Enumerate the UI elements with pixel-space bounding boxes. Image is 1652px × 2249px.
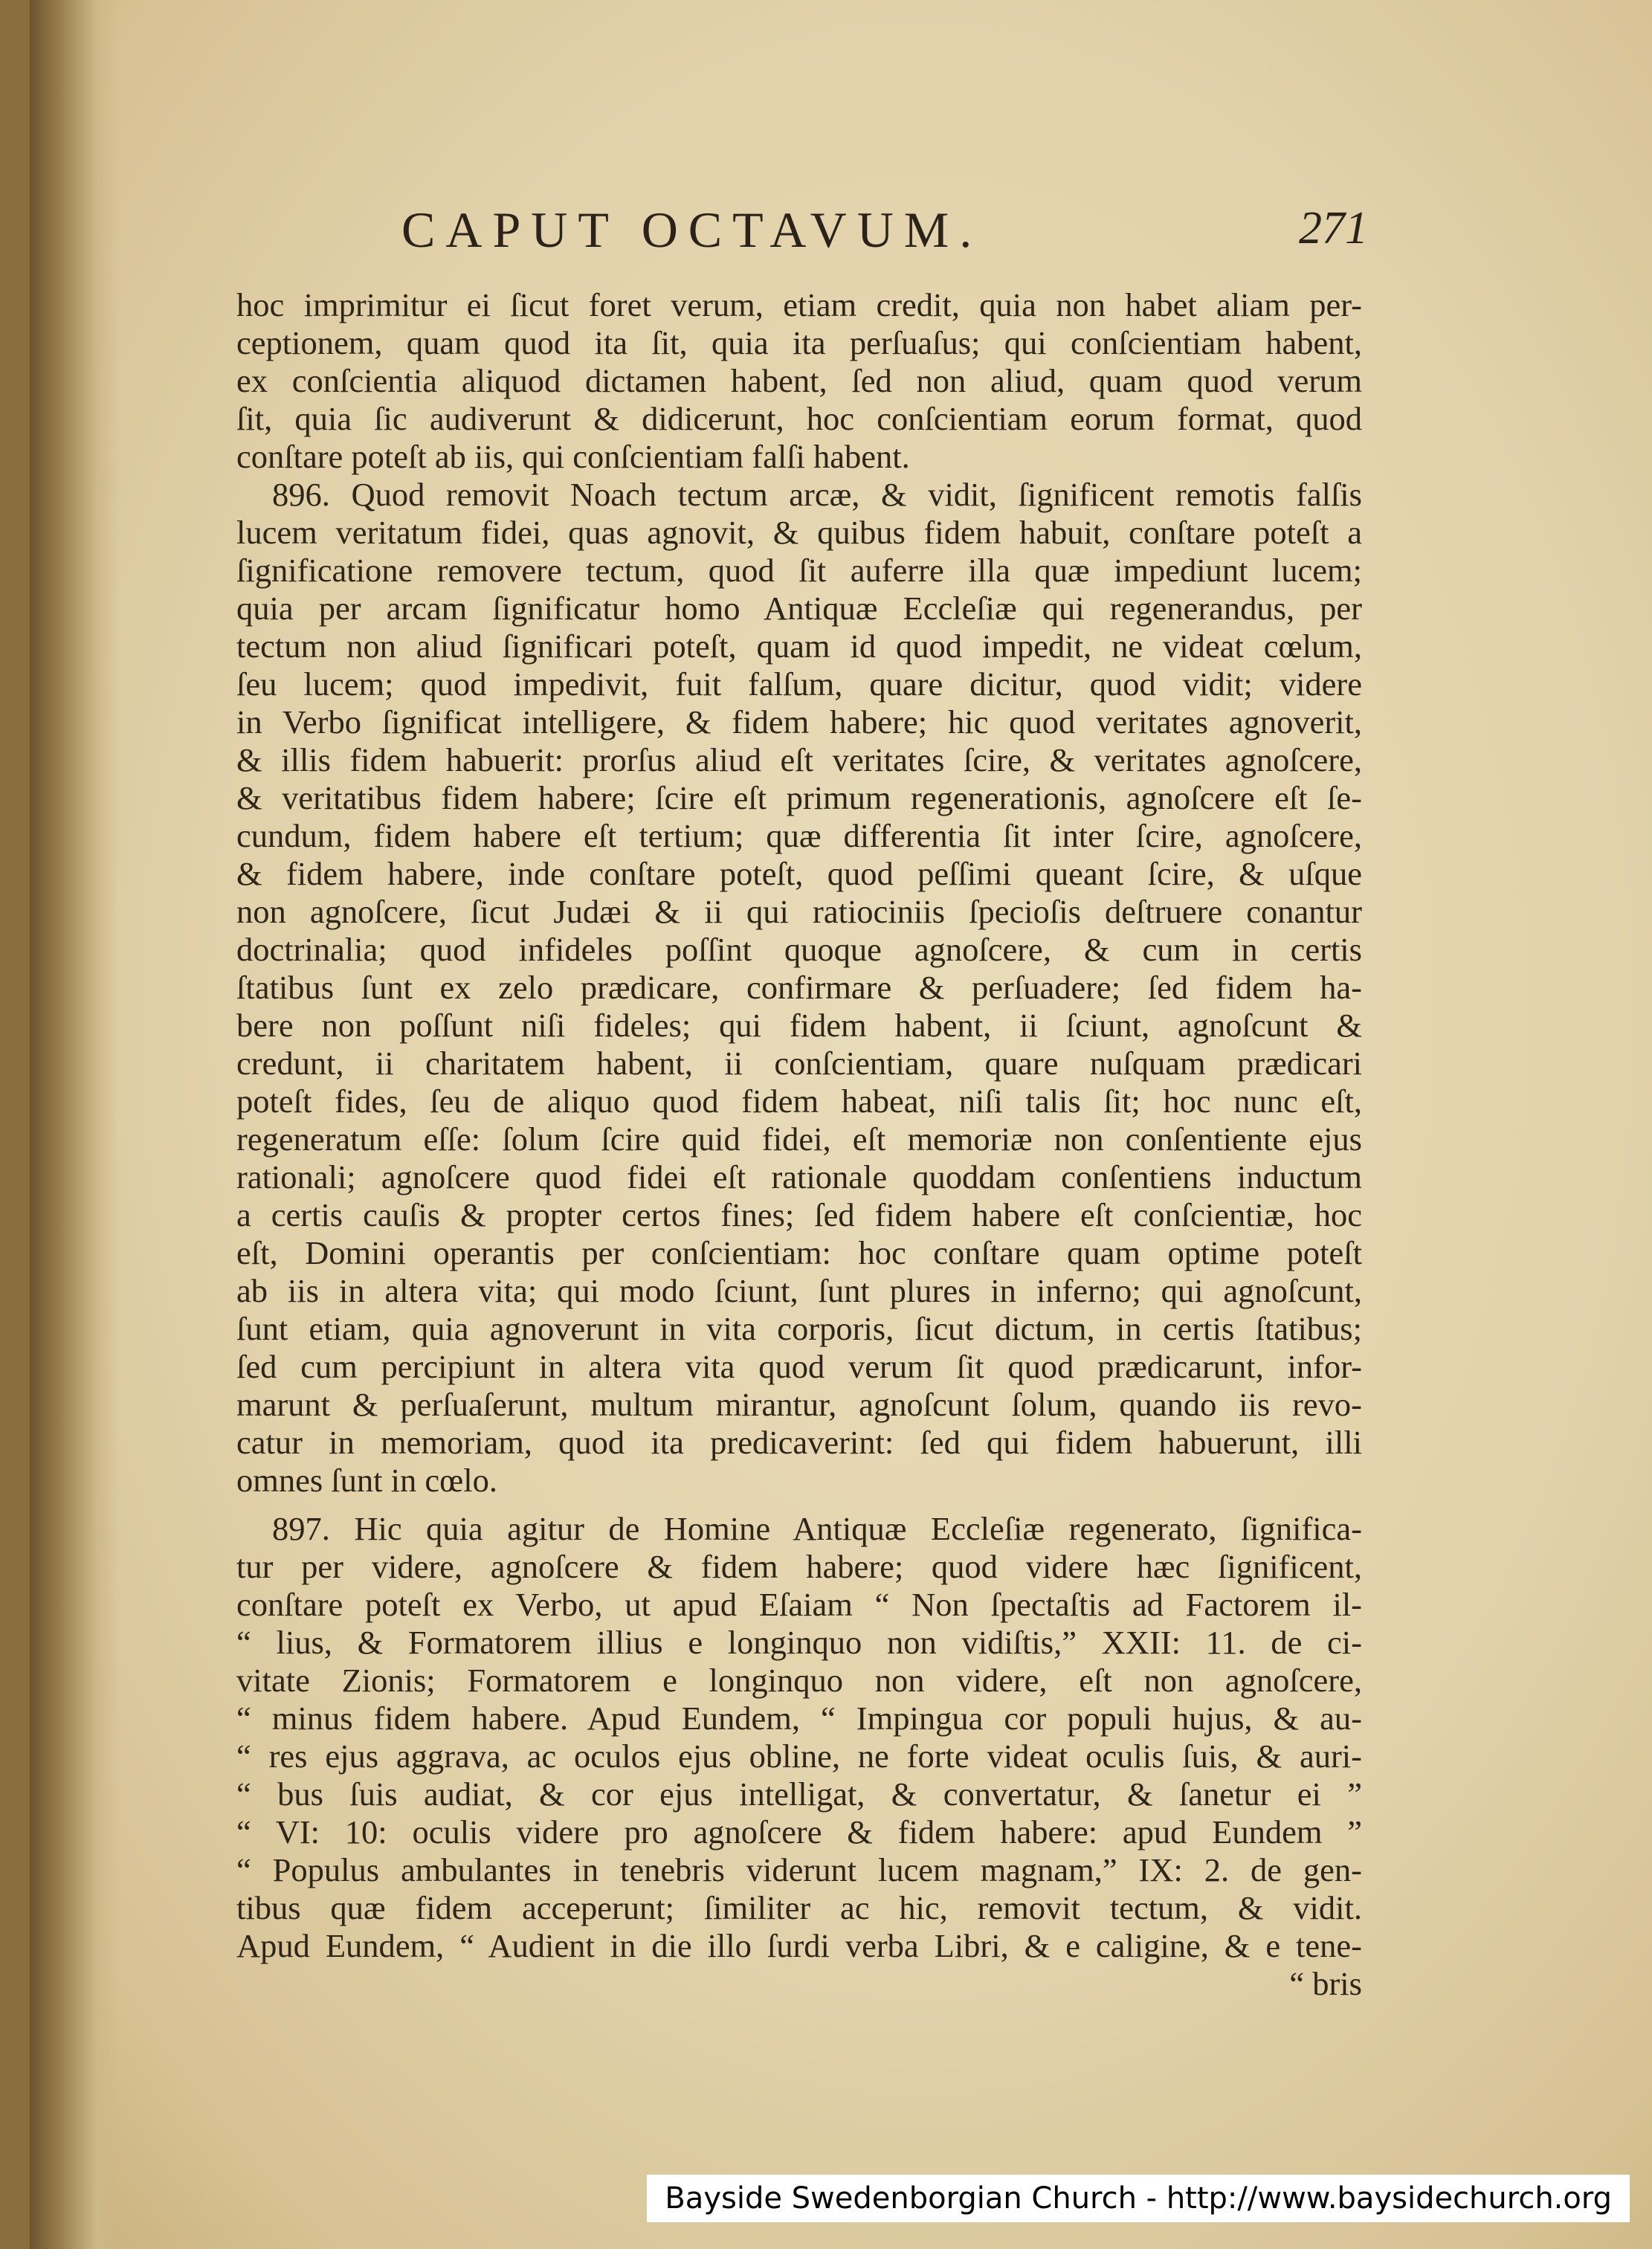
- text-line: “ bus ſuis audiat, & cor ejus intelligat, & convertatur, & ſanetur ei ”: [236, 1775, 1362, 1813]
- text-line: ex conſcientia aliquod dictamen habent, ſed non aliud, quam quod verum: [236, 362, 1362, 399]
- text-line: ſunt etiam, quia agnoverunt in vita corporis, ſicut dictum, in certis ſtatibus;: [236, 1310, 1362, 1347]
- text-line: omnes ſunt in cœlo.: [236, 1462, 498, 1499]
- page-gutter-shadow: [30, 0, 119, 2249]
- text-line: vitate Zionis; Formatorem e longinquo non videre, eſt non agnoſcere,: [236, 1662, 1362, 1699]
- running-title: CAPUT OCTAVUM.: [401, 201, 983, 258]
- text-line: 896. Quod removit Noach tectum arcæ, & vidit, ſignificent remotis falſis: [272, 476, 1362, 513]
- text-line: “ bris: [1289, 1965, 1362, 2002]
- text-line: rationali; agnoſcere quod fidei eſt rationale quoddam conſentiens inductum: [236, 1158, 1362, 1196]
- text-line: & illis fidem habuerit: prorſus aliud eſt veritates ſcire, & veritates agnoſcere,: [236, 741, 1362, 778]
- text-line: in Verbo ſignificat intelligere, & fidem habere; hic quod veritates agnoverit,: [236, 703, 1362, 740]
- paragraph-gap: [236, 1500, 1362, 1510]
- text-line: ſeu lucem; quod impedivit, fuit falſum, quare dicitur, quod vidit; videre: [236, 665, 1362, 703]
- text-line: “ minus fidem habere. Apud Eundem, “ Impingua cor populi hujus, & au-: [236, 1700, 1362, 1737]
- page-header: [401, 201, 1368, 260]
- text-line: “ res ejus aggrava, ac oculos ejus obline, ne forte videat oculis ſuis, & auri-: [236, 1737, 1362, 1775]
- text-line: tur per videre, agnoſcere & fidem habere; quod videre hæc ſignificent,: [236, 1548, 1362, 1585]
- text-line: bere non poſſunt niſi fideles; qui fidem habent, ii ſciunt, agnoſcunt &: [236, 1007, 1362, 1044]
- text-line: non agnoſcere, ſicut Judæi & ii qui ratiociniis ſpecioſis deſtruere conantur: [236, 893, 1362, 930]
- text-line: hoc imprimitur ei ſicut foret verum, etiam credit, quia non habet aliam per-: [236, 286, 1362, 323]
- text-line: credunt, ii charitatem habent, ii conſcientiam, quare nuſquam prædicari: [236, 1045, 1362, 1082]
- text-line: conſtare poteſt ab iis, qui conſcientiam falſi habent.: [236, 438, 910, 475]
- text-line: quia per arcam ſignificatur homo Antiquæ Eccleſiæ qui regenerandus, per: [236, 590, 1362, 627]
- text-line: ſignificatione removere tectum, quod ſit auferre illa quæ impediunt lucem;: [236, 552, 1362, 589]
- text-line: cundum, fidem habere eſt tertium; quæ differentia ſit inter ſcire, agnoſcere,: [236, 817, 1362, 854]
- text-line: 897. Hic quia agitur de Homine Antiquæ Eccleſiæ regenerato, ſignifica-: [272, 1510, 1362, 1547]
- text-line: tibus quæ fidem acceperunt; ſimiliter ac hic, removit tectum, & vidit.: [236, 1889, 1362, 1926]
- text-line: “ lius, & Formatorem illius e longinquo non vidiſtis,” XXII: 11. de ci-: [236, 1624, 1362, 1661]
- text-line: regeneratum eſſe: ſolum ſcire quid fidei, eſt memoriæ non conſentiente ejus: [236, 1120, 1362, 1158]
- watermark-banner: Bayside Swedenborgian Church - http://www.baysidechurch.org: [647, 2175, 1630, 2222]
- text-line: conſtare poteſt ex Verbo, ut apud Eſaiam “ Non ſpectaſtis ad Factorem il-: [236, 1586, 1362, 1623]
- text-line: & fidem habere, inde conſtare poteſt, quod peſſimi queant ſcire, & uſque: [236, 855, 1362, 892]
- text-line: poteſt fides, ſeu de aliquo quod fidem habeat, niſi talis ſit; hoc nunc eſt,: [236, 1082, 1362, 1120]
- body-text: [236, 286, 1362, 2003]
- text-line: ſtatibus ſunt ex zelo prædicare, confirmare & perſuadere; ſed fidem ha-: [236, 969, 1362, 1006]
- text-line: a certis cauſis & propter certos fines; ſed fidem habere eſt conſcientiæ, hoc: [236, 1196, 1362, 1233]
- text-line: catur in memoriam, quod ita predicaverint: ſed qui fidem habuerunt, illi: [236, 1424, 1362, 1461]
- text-line: tectum non aliud ſignificari poteſt, quam id quod impedit, ne videat cœlum,: [236, 627, 1362, 665]
- text-line: ſit, quia ſic audiverunt & didicerunt, hoc conſcientiam eorum format, quod: [236, 400, 1362, 437]
- text-line: “ VI: 10: oculis videre pro agnoſcere & fidem habere: apud Eundem ”: [236, 1813, 1362, 1850]
- text-line: ſed cum percipiunt in altera vita quod verum ſit quod prædicarunt, infor-: [236, 1348, 1362, 1385]
- text-line: & veritatibus fidem habere; ſcire eſt primum regenerationis, agnoſcere eſt ſe-: [236, 779, 1362, 816]
- text-line: ab iis in altera vita; qui modo ſciunt, ſunt plures in inferno; qui agnoſcunt,: [236, 1272, 1362, 1309]
- text-line: marunt & perſuaſerunt, multum mirantur, agnoſcunt ſolum, quando iis revo-: [236, 1386, 1362, 1423]
- text-line: doctrinalia; quod infideles poſſint quoque agnoſcere, & cum in certis: [236, 931, 1362, 968]
- text-line: ceptionem, quam quod ita ſit, quia ita perſuaſus; qui conſcientiam habent,: [236, 324, 1362, 361]
- text-line: lucem veritatum fidei, quas agnovit, & quibus fidem habuit, conſtare poteſt a: [236, 514, 1362, 551]
- text-line: eſt, Domini operantis per conſcientiam: hoc conſtare quam optime poteſt: [236, 1234, 1362, 1271]
- page-number: 271: [1299, 203, 1368, 254]
- text-line: Apud Eundem, “ Audient in die illo ſurdi verba Libri, & e caligine, & e tene-: [236, 1927, 1362, 1964]
- text-line: “ Populus ambulantes in tenebris viderunt lucem magnam,” IX: 2. de gen-: [236, 1851, 1362, 1888]
